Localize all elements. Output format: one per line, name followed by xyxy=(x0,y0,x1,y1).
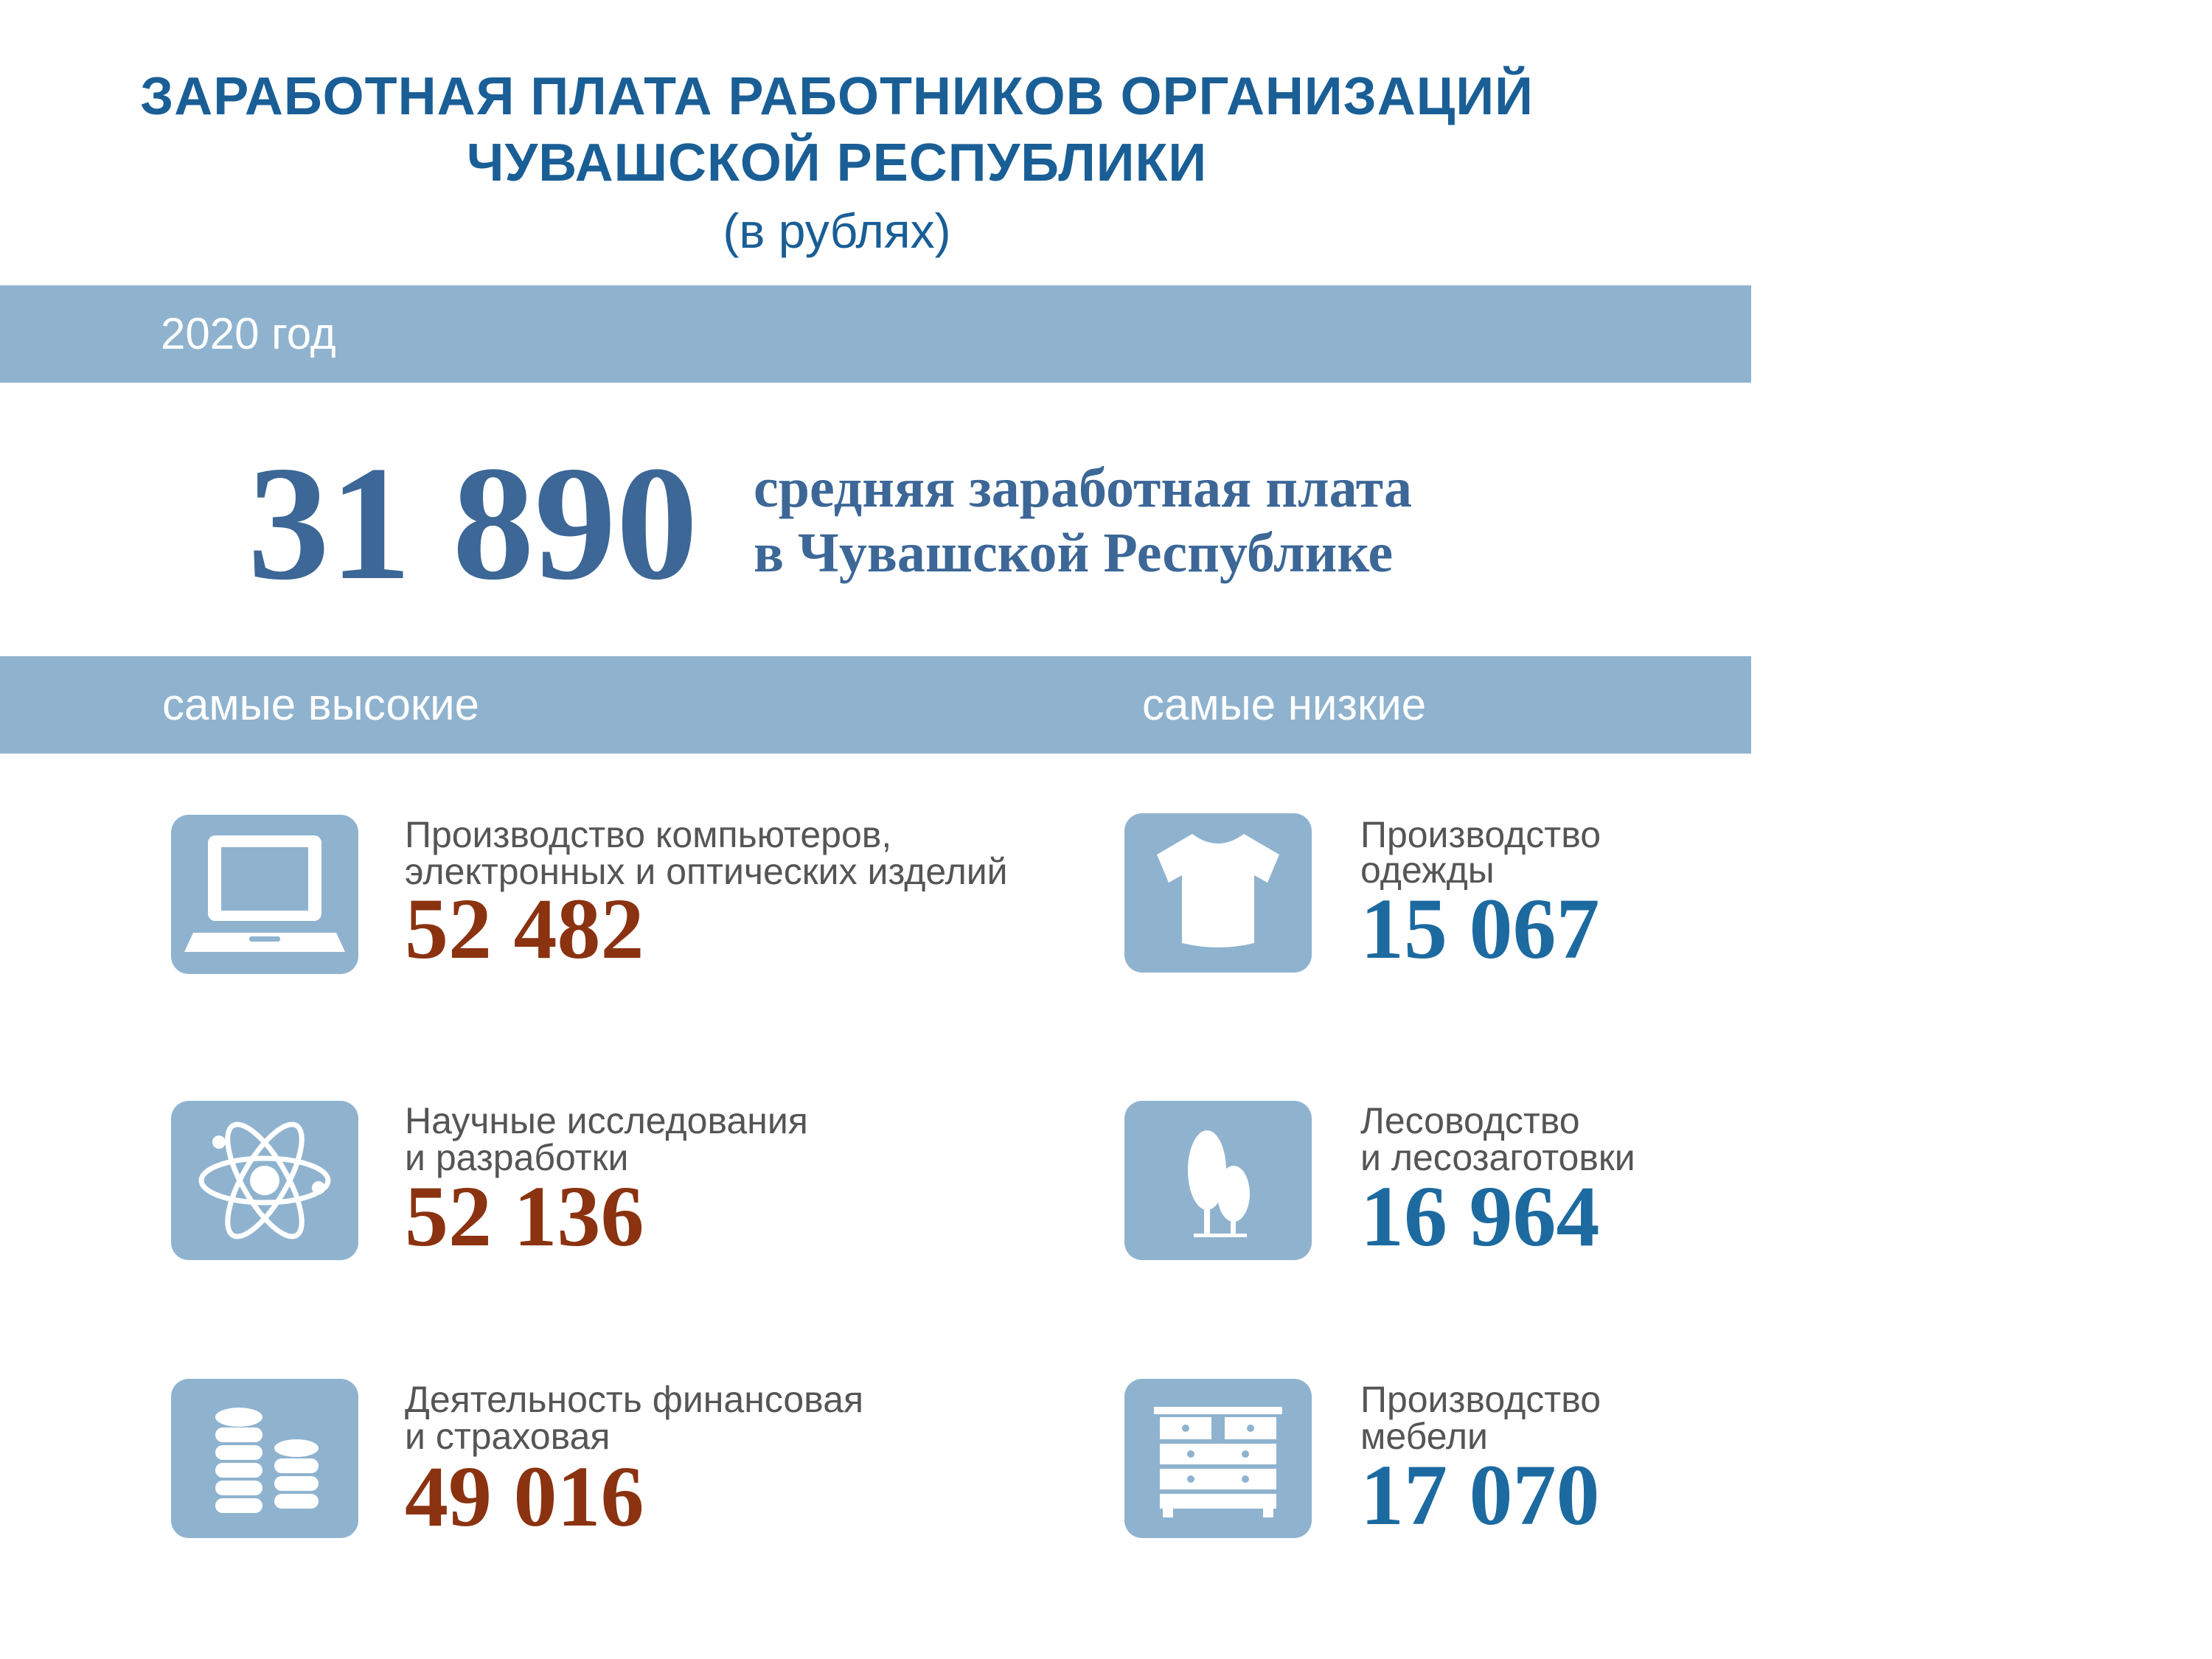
lowest-1-label-line-2: одежды xyxy=(1360,849,1495,891)
average-salary-caption-line-1: средняя заработная плата xyxy=(754,457,1412,519)
coins-icon xyxy=(171,1379,358,1538)
year-label: 2020 год xyxy=(161,309,336,358)
lowest-3-label-line-2: мебели xyxy=(1360,1416,1488,1457)
lowest-3-label-line-1: Производство xyxy=(1360,1379,1601,1420)
lowest-header: самые низкие xyxy=(1142,680,1427,729)
lowest-2-value: 16 964 xyxy=(1360,1168,1600,1265)
category-band xyxy=(0,656,1751,754)
lowest-3-value: 17 070 xyxy=(1360,1447,1600,1543)
dresser-icon xyxy=(1124,1379,1312,1538)
page-title-line-2: ЧУВАШСКОЙ РЕСПУБЛИКИ xyxy=(466,133,1208,192)
highest-1-label-line-2: электронных и оптических изделий xyxy=(405,851,1008,892)
lowest-1-value: 15 067 xyxy=(1360,880,1600,977)
highest-2-value: 52 136 xyxy=(405,1168,644,1265)
average-salary-value: 31 890 xyxy=(248,433,698,614)
average-salary-caption-line-2: в Чувашской Республике xyxy=(754,522,1394,584)
lowest-1-label-line-1: Производство xyxy=(1360,814,1601,855)
atom-icon xyxy=(171,1101,358,1260)
lowest-2-label-line-2: и лесозаготовки xyxy=(1360,1137,1635,1178)
highest-3-label-line-1: Деятельность финансовая xyxy=(405,1379,864,1420)
highest-2-label-line-1: Научные исследования xyxy=(405,1100,808,1141)
highest-3-label-line-2: и страховая xyxy=(405,1416,611,1457)
highest-2-label-line-2: и разработки xyxy=(405,1137,629,1178)
lowest-2-label-line-1: Лесоводство xyxy=(1360,1100,1580,1141)
page-subtitle: (в рублях) xyxy=(723,204,951,258)
highest-1-value: 52 482 xyxy=(405,880,644,977)
page-title-line-1: ЗАРАБОТНАЯ ПЛАТА РАБОТНИКОВ ОРГАНИЗАЦИЙ xyxy=(140,67,1534,126)
tshirt-icon xyxy=(1124,813,1312,973)
year-band xyxy=(0,285,1751,383)
laptop-icon xyxy=(171,815,358,974)
trees-icon xyxy=(1124,1101,1312,1260)
highest-3-value: 49 016 xyxy=(405,1448,644,1545)
highest-1-label-line-1: Производство компьютеров, xyxy=(405,814,892,855)
highest-header: самые высокие xyxy=(162,680,479,729)
